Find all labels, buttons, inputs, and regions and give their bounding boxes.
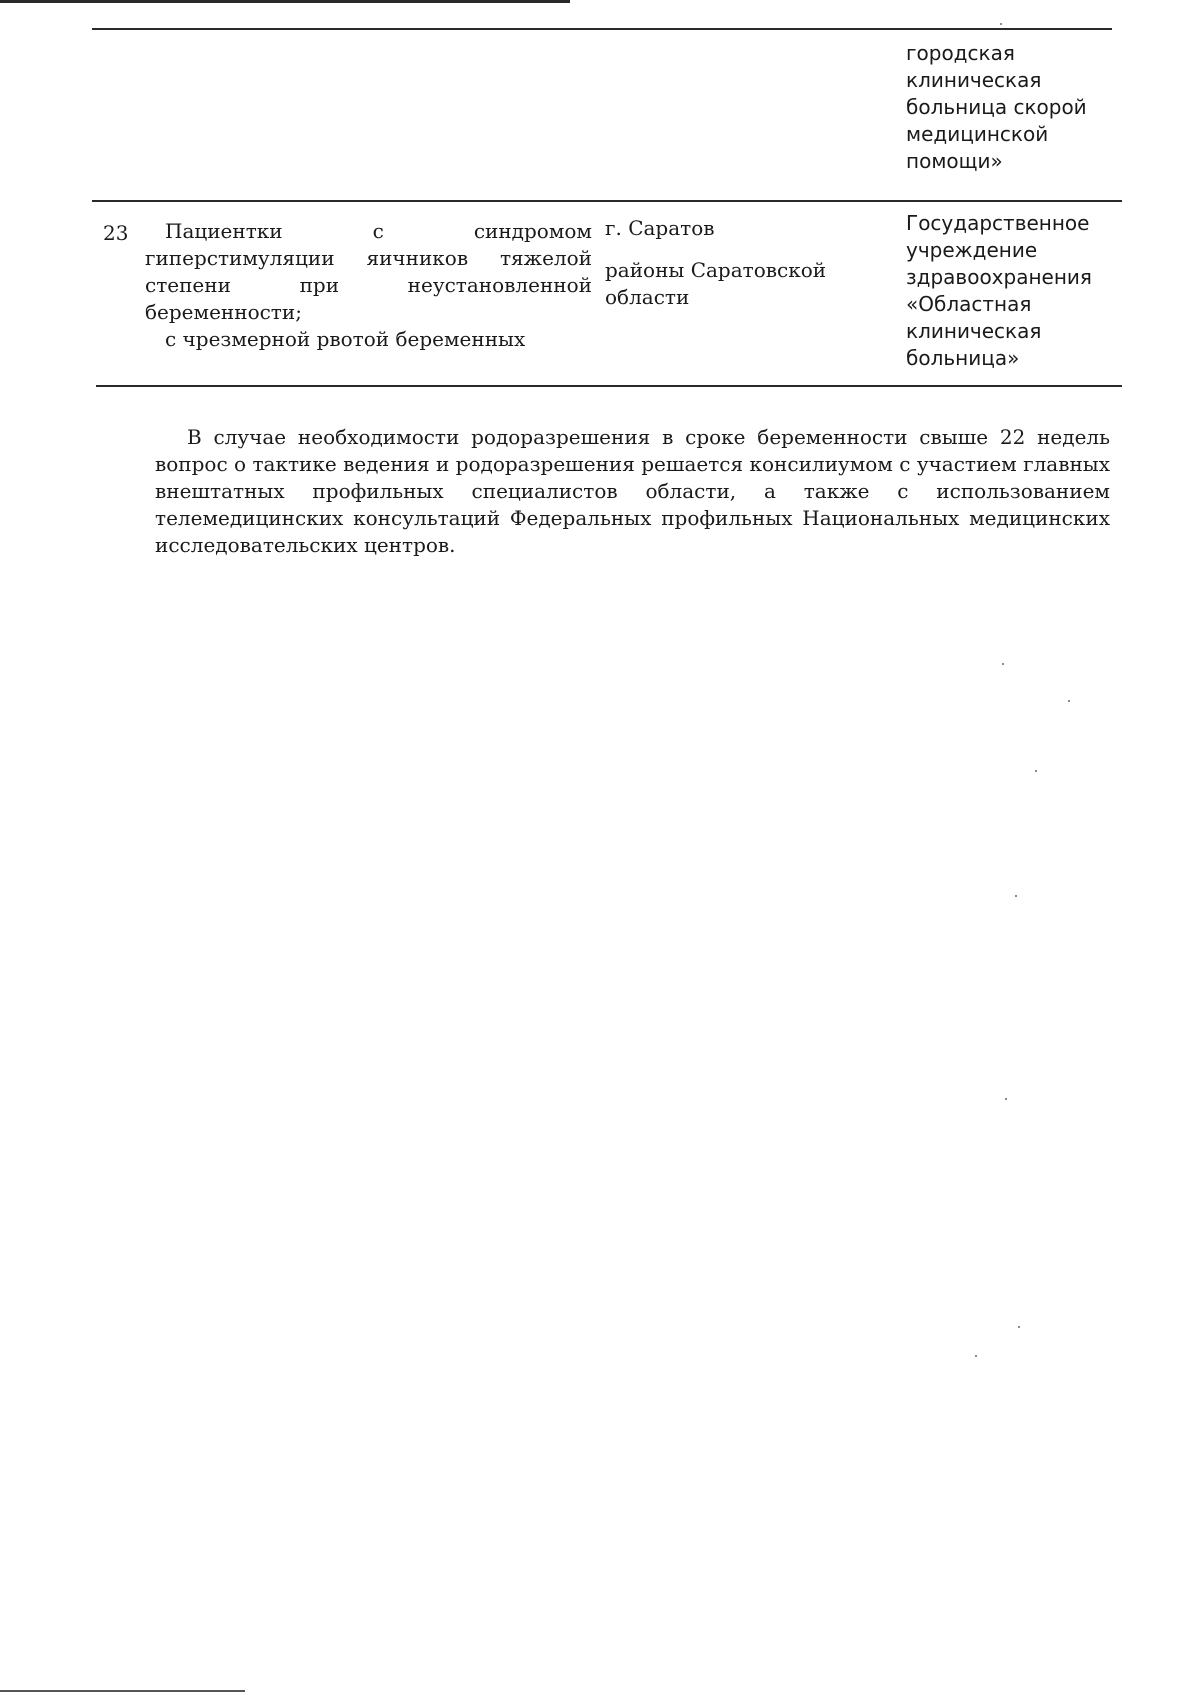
scan-speck [1002,663,1004,665]
scan-speck [975,1355,977,1357]
table-top-border [92,28,1112,30]
scan-speck [1005,1098,1007,1100]
scan-speck [1035,770,1037,772]
area-city: г. Саратов [605,216,715,240]
scan-speck [1068,700,1070,702]
area-regions: районы Саратовской области [605,258,827,309]
scan-speck [1000,23,1002,25]
condition-line-1: Пациентки с синдромом [165,219,592,243]
institution-cell [906,210,1106,372]
scan-speck [1018,1326,1020,1328]
closing-paragraph [155,424,1110,559]
row-separator [92,200,1122,202]
scan-speck [1015,895,1017,897]
condition-line-5: с чрезмерной рвотой беременных [165,327,526,351]
institution-text: Государственное учреждение здравоохранения «Областная клиническая больница» [906,211,1092,370]
condition-cell [145,218,592,353]
top-scan-edge-line [0,0,570,3]
continued-institution-cell [906,40,1106,175]
bottom-scan-edge-line [0,1690,245,1692]
closing-paragraph-text: В случае необходимости родоразрешения в сроке беременности свыше 22 недель вопрос о тактике ведения и родоразрешения решается консилиумом с участием главных внештатных профильных специалистов области, а также с использованием телемедицинских консультаций Федеральных профильных Национальных медицинских исследовательских центров. [155,425,1110,557]
row-number: 23 [103,221,129,245]
condition-line-3: степени при неустановленной [145,273,592,297]
condition-line-4: беременности; [145,300,302,324]
continued-institution-text: городская клиническая больница скорой медицинской помощи» [906,41,1087,173]
table-bottom-border [96,385,1122,387]
condition-line-2: гиперстимуляции яичников тяжелой [145,246,592,270]
